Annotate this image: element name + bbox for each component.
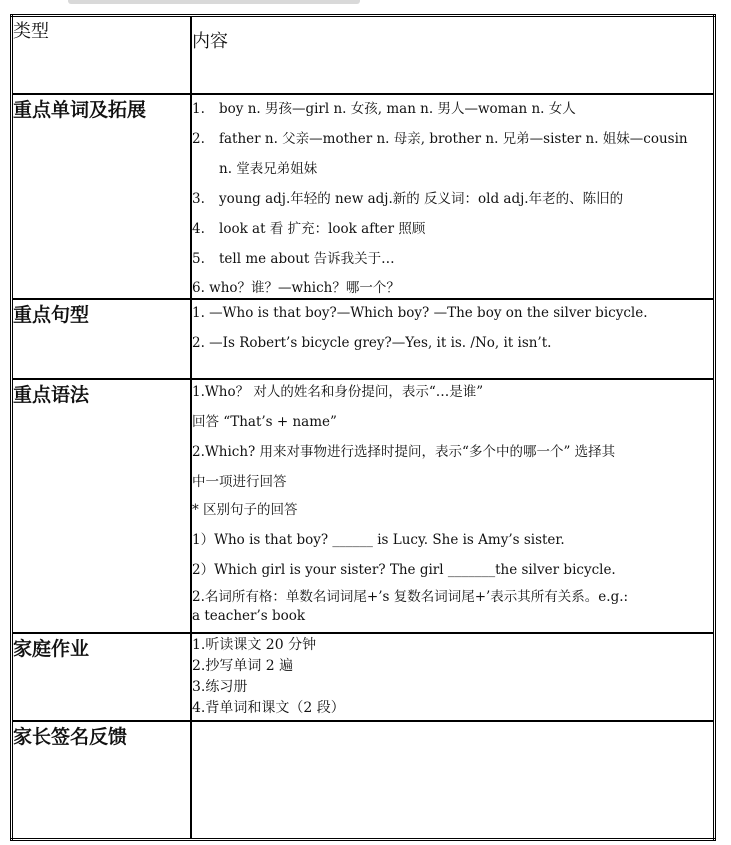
homework-item: 4.背单词和课文（2 段） [192,700,345,716]
sentence-item: 2. —Is Robert’s bicycle grey?—Yes, it is. /No, it isn’t. [192,335,552,351]
feedback-label: 家长签名反馈 [13,726,128,748]
grammar-item: 2）Which girl is your sister? The girl _______the silver bicycle. [192,562,616,578]
homework-row [12,633,715,721]
vocab-item [192,219,713,239]
homework-content-cell [191,633,715,721]
grammar-item: 2.名词所有格：单数名词词尾+’s 复数名词词尾+’表示其所有关系。e.g.: [192,589,629,605]
sentences-label: 重点句型 [13,304,90,326]
sentence-item: 1. —Who is that boy?—Which boy? —The boy on the silver bicycle. [192,305,648,321]
grammar-item: 2.Which? 用来对事物进行选择时提问，表示“多个中的哪一个” 选择其 [192,444,616,460]
homework-item: 2.抄写单词 2 遍 [192,658,294,674]
vocab-item-text: look at 看 扩充：look after 照顾 [219,221,426,237]
grammar-item: a teacher’s book [192,608,306,624]
homework-item: 3.练习册 [192,679,248,695]
header-type-label: 类型 [13,21,49,42]
vocab-content-cell [191,94,715,299]
grammar-label: 重点语法 [13,384,90,406]
vocab-item [192,278,713,298]
vocab-item-number: 1. [192,101,205,117]
vocab-item-number: 4. [192,221,205,237]
top-scroll-shadow [68,0,360,4]
vocab-label: 重点单词及拓展 [13,99,147,121]
grammar-label-cell [12,379,192,633]
vocab-item [192,129,713,149]
vocab-item [192,189,713,209]
grammar-item: 1）Who is that boy? ______ is Lucy. She is Amy’s sister. [192,532,565,548]
vocab-item-text: boy n. 男孩—girl n. 女孩, man n. 男人—woman n. 女人 [219,101,576,117]
vocab-item-text: n. 堂表兄弟姐妹 [219,161,318,177]
grammar-item: 中一项进行回答 [192,474,287,490]
vocab-item-text: 6. who？谁？—which？哪一个？ [192,280,400,296]
homework-item: 1.听读课文 20 分钟 [192,637,317,653]
grammar-item: 1.Who？ 对人的姓名和身份提问，表示“…是谁” [192,384,484,400]
header-content-label: 内容 [192,31,228,52]
grammar-item: * 区别句子的回答 [192,502,298,518]
vocab-item [192,159,713,179]
header-content-cell [191,16,715,95]
vocab-item [192,99,713,119]
vocab-item-number: 2. [192,131,205,147]
header-type-cell [12,16,192,95]
sentences-row [12,299,715,379]
grammar-content-cell [191,379,715,633]
vocab-label-cell [12,94,192,299]
feedback-signature-cell[interactable] [191,721,715,840]
feedback-row [12,721,715,840]
vocab-item-text: young adj.年轻的 new adj.新的 反义词：old adj.年老的、陈旧的 [219,191,624,207]
grammar-row [12,379,715,633]
homework-label: 家庭作业 [13,638,90,660]
feedback-label-cell [12,721,192,840]
grammar-item: 回答 “That’s + name” [192,414,337,430]
sentences-label-cell [12,299,192,379]
vocab-item-text: tell me about 告诉我关于… [219,251,395,267]
vocab-row [12,94,715,299]
vocab-item-text: father n. 父亲—mother n. 母亲, brother n. 兄弟—sister n. 姐妹—cousin [219,131,688,147]
homework-label-cell [12,633,192,721]
sentences-content-cell [191,299,715,379]
vocab-item-number: 5. [192,251,205,267]
vocab-item [192,249,713,269]
homework-table [10,14,716,841]
vocab-item-number: 3. [192,191,205,207]
table-header-row [12,16,715,95]
